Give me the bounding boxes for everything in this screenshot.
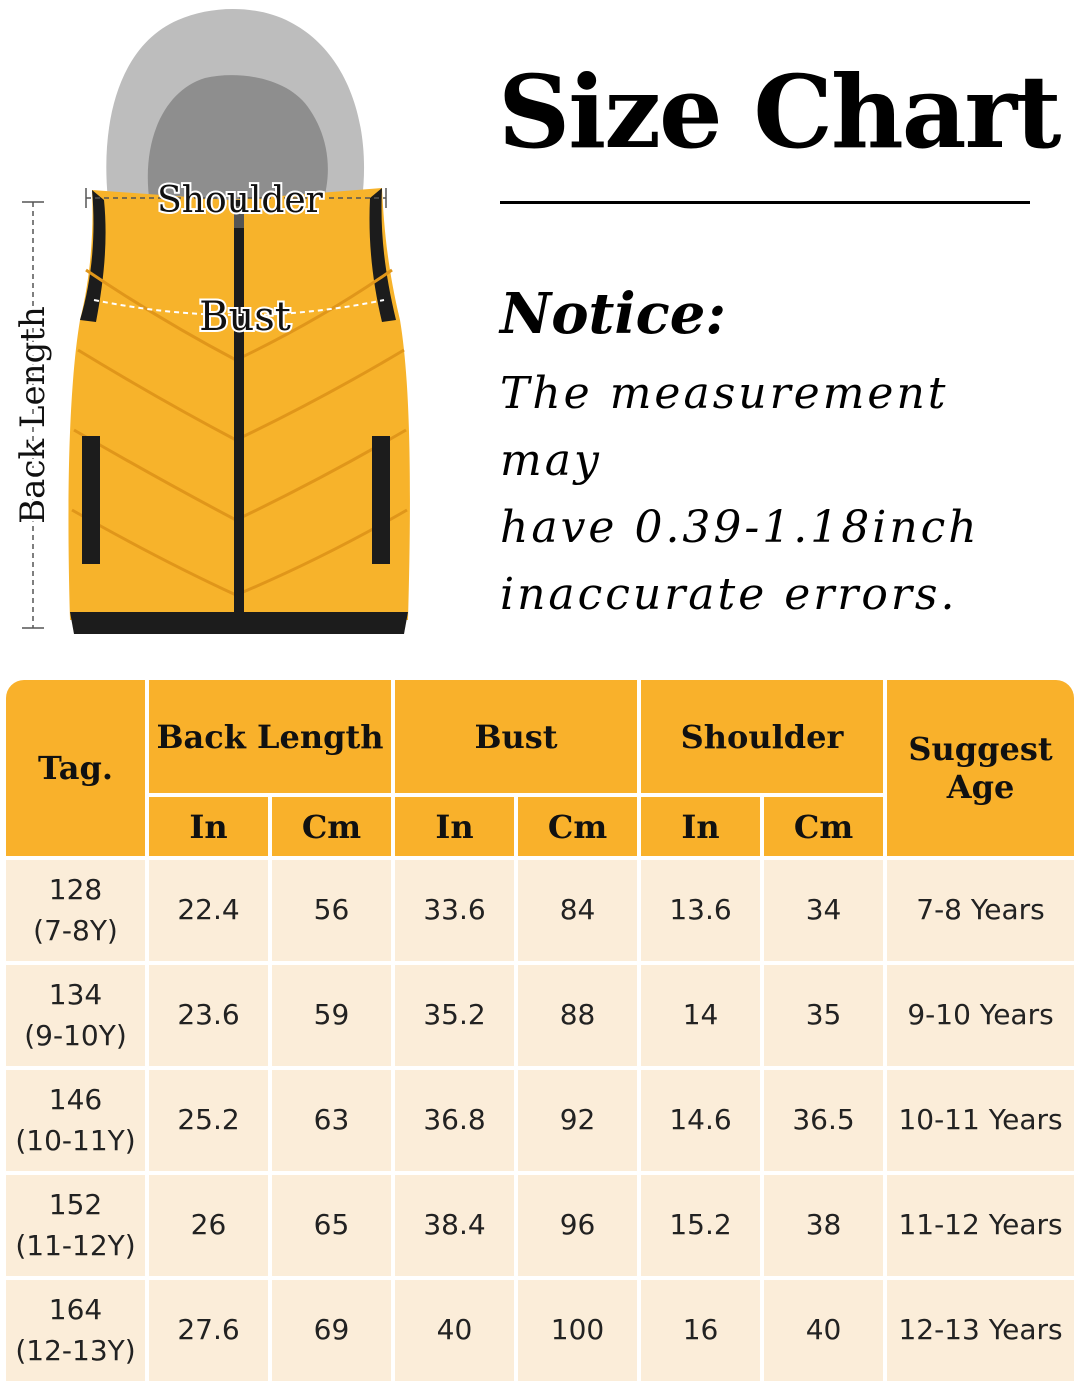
cell-tag — [6, 1175, 145, 1276]
table-row — [6, 860, 1074, 961]
cell-bust-in: 36.8 — [395, 1070, 514, 1171]
tag-age-range: (12-13Y) — [15, 1333, 136, 1367]
cell-back-cm: 69 — [272, 1280, 391, 1381]
cell-tag — [6, 1070, 145, 1171]
cell-bust-in: 40 — [395, 1280, 514, 1381]
cell-tag — [6, 860, 145, 961]
cell-back-cm: 56 — [272, 860, 391, 961]
vest-illustration — [0, 0, 440, 650]
vest-body — [68, 188, 409, 634]
header-suggest-age-line: Suggest — [908, 730, 1053, 768]
header-unit-in: In — [395, 797, 514, 856]
header-tag: Tag. — [6, 680, 145, 856]
cell-back-cm: 63 — [272, 1070, 391, 1171]
table-row — [6, 1070, 1074, 1171]
notice-line: have 0.39-1.18inch — [500, 502, 980, 553]
tag-size: 128 — [48, 872, 103, 906]
cell-tag — [6, 965, 145, 1066]
cell-bust-cm: 100 — [518, 1280, 637, 1381]
cell-shoulder-in: 13.6 — [641, 860, 760, 961]
cell-back-in: 25.2 — [149, 1070, 268, 1171]
size-table — [2, 676, 1078, 1385]
table-row — [6, 1175, 1074, 1276]
header-shoulder: Shoulder — [641, 680, 883, 793]
header-unit-cm: Cm — [518, 797, 637, 856]
cell-back-in: 27.6 — [149, 1280, 268, 1381]
cell-shoulder-in: 14 — [641, 965, 760, 1066]
header-suggest-age — [887, 680, 1074, 856]
cell-bust-cm: 96 — [518, 1175, 637, 1276]
cell-bust-cm: 84 — [518, 860, 637, 961]
cell-shoulder-cm: 35 — [764, 965, 883, 1066]
cell-age: 11-12 Years — [887, 1175, 1074, 1276]
cell-age: 10-11 Years — [887, 1070, 1074, 1171]
tag-size: 146 — [48, 1082, 103, 1116]
header-unit-cm: Cm — [272, 797, 391, 856]
header-unit-in: In — [149, 797, 268, 856]
hood — [106, 9, 364, 205]
cell-shoulder-cm: 40 — [764, 1280, 883, 1381]
cell-back-cm: 65 — [272, 1175, 391, 1276]
tag-age-range: (10-11Y) — [15, 1123, 136, 1157]
cell-shoulder-cm: 34 — [764, 860, 883, 961]
back-length-label: Back Length — [13, 306, 53, 524]
tag-age-range: (9-10Y) — [24, 1018, 127, 1052]
tag-age-range: (7-8Y) — [33, 913, 118, 947]
header-unit-in: In — [641, 797, 760, 856]
cell-shoulder-in: 14.6 — [641, 1070, 760, 1171]
cell-shoulder-in: 15.2 — [641, 1175, 760, 1276]
tag-age-range: (11-12Y) — [15, 1228, 136, 1262]
cell-back-cm: 59 — [272, 965, 391, 1066]
cell-tag — [6, 1280, 145, 1381]
cell-back-in: 22.4 — [149, 860, 268, 961]
table-row — [6, 965, 1074, 1066]
cell-back-in: 26 — [149, 1175, 268, 1276]
notice-line: The measurement may — [500, 368, 949, 486]
cell-bust-in: 38.4 — [395, 1175, 514, 1276]
header-unit-cm: Cm — [764, 797, 883, 856]
cell-bust-in: 33.6 — [395, 860, 514, 961]
tag-size: 152 — [48, 1187, 103, 1221]
notice-text — [500, 360, 1060, 628]
header-suggest-age-line: Age — [946, 768, 1015, 806]
notice-line: inaccurate errors. — [500, 569, 958, 620]
cell-bust-in: 35.2 — [395, 965, 514, 1066]
tag-size: 134 — [48, 977, 103, 1011]
notice-heading: Notice: — [500, 281, 727, 347]
cell-age: 7-8 Years — [887, 860, 1074, 961]
cell-bust-cm: 88 — [518, 965, 637, 1066]
cell-shoulder-cm: 36.5 — [764, 1070, 883, 1171]
cell-shoulder-in: 16 — [641, 1280, 760, 1381]
table-row — [6, 1280, 1074, 1381]
cell-age: 9-10 Years — [887, 965, 1074, 1066]
page-title: Size Chart — [498, 53, 1060, 171]
cell-age: 12-13 Years — [887, 1280, 1074, 1381]
cell-back-in: 23.6 — [149, 965, 268, 1066]
cell-bust-cm: 92 — [518, 1070, 637, 1171]
tag-size: 164 — [48, 1292, 103, 1326]
title-divider — [500, 201, 1030, 204]
header-bust: Bust — [395, 680, 637, 793]
shoulder-label: Shoulder — [157, 180, 323, 221]
bust-label: Bust — [199, 294, 291, 340]
cell-shoulder-cm: 38 — [764, 1175, 883, 1276]
header-back-length: Back Length — [149, 680, 391, 793]
